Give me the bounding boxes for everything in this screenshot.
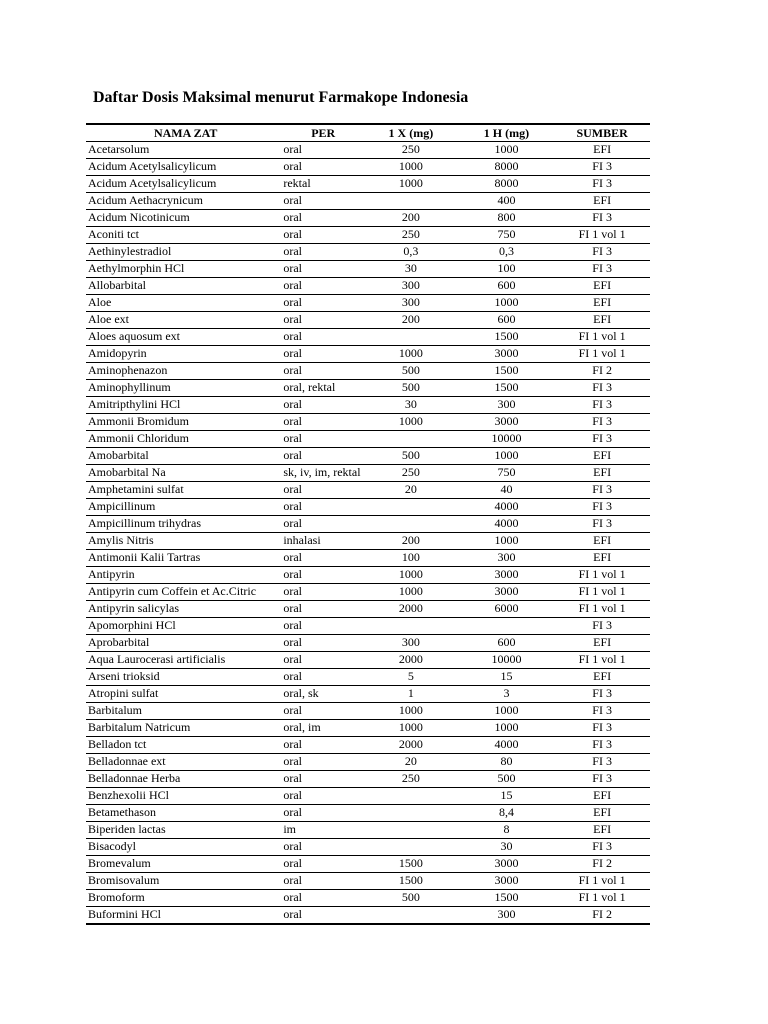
cell-sumber: EFI xyxy=(593,193,612,207)
cell-1x: 0,3 xyxy=(403,244,419,258)
cell-per: im xyxy=(283,822,297,836)
cell-sumber: FI 3 xyxy=(592,414,612,428)
cell-sumber: FI 1 vol 1 xyxy=(578,584,626,598)
table-row xyxy=(86,873,650,890)
cell-1h: 1000 xyxy=(494,720,519,734)
cell-1x: 1000 xyxy=(398,567,423,581)
cell-per: oral xyxy=(283,431,302,445)
cell-1h: 3000 xyxy=(494,584,519,598)
table-row xyxy=(86,431,650,448)
dosage-table xyxy=(86,123,650,925)
table-row xyxy=(86,584,650,601)
cell-sumber: FI 3 xyxy=(592,261,612,275)
cell-nama-zat: Antipyrin salicylas xyxy=(88,601,179,615)
cell-nama-zat: Biperiden lactas xyxy=(88,822,166,836)
cell-1h: 600 xyxy=(497,635,516,649)
cell-1h: 8000 xyxy=(494,159,519,173)
table-row xyxy=(86,618,650,635)
cell-1h: 1000 xyxy=(494,448,519,462)
cell-1x: 2000 xyxy=(398,737,423,751)
cell-1x: 1000 xyxy=(398,176,423,190)
cell-sumber: FI 1 vol 1 xyxy=(578,601,626,615)
cell-1h: 4000 xyxy=(494,499,519,513)
table-row xyxy=(86,567,650,584)
cell-sumber: FI 3 xyxy=(592,839,612,853)
cell-nama-zat: Ampicillinum trihydras xyxy=(88,516,201,530)
cell-nama-zat: Amidopyrin xyxy=(88,346,147,360)
cell-1h: 8000 xyxy=(494,176,519,190)
cell-1x xyxy=(363,839,459,856)
cell-sumber: FI 3 xyxy=(592,380,612,394)
cell-sumber: FI 1 vol 1 xyxy=(578,890,626,904)
table-row xyxy=(86,397,650,414)
cell-1x: 2000 xyxy=(398,652,423,666)
cell-sumber: FI 3 xyxy=(592,397,612,411)
cell-nama-zat: Allobarbital xyxy=(88,278,146,292)
cell-nama-zat: Ampicillinum xyxy=(88,499,156,513)
cell-1x xyxy=(363,193,459,210)
table-row xyxy=(86,669,650,686)
cell-1h: 4000 xyxy=(494,737,519,751)
cell-per: oral xyxy=(283,873,302,887)
cell-1x: 300 xyxy=(401,278,420,292)
cell-1h: 0,3 xyxy=(498,244,514,258)
table-body xyxy=(86,142,650,925)
cell-per: inhalasi xyxy=(283,533,321,547)
table-row xyxy=(86,771,650,788)
cell-1x: 1 xyxy=(407,686,414,700)
cell-1x: 500 xyxy=(401,890,420,904)
cell-sumber: EFI xyxy=(593,822,612,836)
cell-sumber: FI 3 xyxy=(592,159,612,173)
table-row xyxy=(86,601,650,618)
cell-nama-zat: Amylis Nitris xyxy=(88,533,154,547)
cell-1x: 250 xyxy=(401,771,420,785)
cell-1h: 15 xyxy=(500,788,513,802)
cell-per: oral xyxy=(283,397,302,411)
cell-1h: 1000 xyxy=(494,703,519,717)
cell-per: oral xyxy=(283,448,302,462)
table-row xyxy=(86,686,650,703)
table-row xyxy=(86,550,650,567)
cell-sumber: FI 3 xyxy=(592,703,612,717)
cell-per: oral, im xyxy=(283,720,321,734)
table-row xyxy=(86,703,650,720)
cell-sumber: FI 1 vol 1 xyxy=(578,329,626,343)
cell-nama-zat: Acidum Acetylsalicylicum xyxy=(88,159,217,173)
cell-1x: 300 xyxy=(401,295,420,309)
table-row xyxy=(86,176,650,193)
header-1h: 1 H (mg) xyxy=(483,125,530,140)
cell-1h: 1500 xyxy=(494,363,519,377)
cell-1x: 200 xyxy=(401,533,420,547)
cell-sumber: EFI xyxy=(593,312,612,326)
cell-1x xyxy=(363,431,459,448)
header-1x: 1 X (mg) xyxy=(388,125,434,140)
cell-nama-zat: Buformini HCl xyxy=(88,907,162,921)
cell-sumber: EFI xyxy=(593,295,612,309)
cell-sumber: FI 3 xyxy=(592,244,612,258)
cell-per: oral xyxy=(283,601,302,615)
cell-sumber: FI 3 xyxy=(592,737,612,751)
cell-nama-zat: Belladon tct xyxy=(88,737,147,751)
table-row xyxy=(86,839,650,856)
cell-1h: 3000 xyxy=(494,346,519,360)
cell-nama-zat: Antipyrin cum Coffein et Ac.Citric xyxy=(88,584,257,598)
cell-sumber: FI 3 xyxy=(592,431,612,445)
cell-nama-zat: Benzhexolii HCl xyxy=(88,788,169,802)
cell-1h: 600 xyxy=(497,312,516,326)
table-row xyxy=(86,907,650,925)
table-row xyxy=(86,499,650,516)
cell-nama-zat: Belladonnae Herba xyxy=(88,771,181,785)
cell-sumber: EFI xyxy=(593,805,612,819)
cell-1h: 750 xyxy=(497,227,516,241)
cell-1h: 15 xyxy=(500,669,513,683)
cell-nama-zat: Acidum Acetylsalicylicum xyxy=(88,176,217,190)
cell-1h: 3000 xyxy=(494,567,519,581)
cell-1x xyxy=(363,499,459,516)
cell-per: oral xyxy=(283,635,302,649)
table-row xyxy=(86,822,650,839)
cell-per: oral xyxy=(283,499,302,513)
cell-per: oral xyxy=(283,737,302,751)
cell-1h: 10000 xyxy=(491,431,522,445)
cell-nama-zat: Bisacodyl xyxy=(88,839,136,853)
cell-nama-zat: Aethylmorphin HCl xyxy=(88,261,185,275)
cell-1h: 500 xyxy=(497,771,516,785)
table-row xyxy=(86,346,650,363)
cell-nama-zat: Ammonii Bromidum xyxy=(88,414,190,428)
cell-1x xyxy=(363,788,459,805)
table-row xyxy=(86,737,650,754)
cell-per: oral xyxy=(283,584,302,598)
cell-1x: 200 xyxy=(401,210,420,224)
cell-sumber: FI 3 xyxy=(592,516,612,530)
cell-1x: 200 xyxy=(401,312,420,326)
cell-1h: 8,4 xyxy=(498,805,514,819)
cell-1x: 1000 xyxy=(398,414,423,428)
cell-per: oral xyxy=(283,567,302,581)
table-row xyxy=(86,890,650,907)
cell-1h: 40 xyxy=(500,482,513,496)
cell-1x: 1500 xyxy=(398,856,423,870)
cell-1h: 1000 xyxy=(494,142,519,156)
cell-sumber: FI 3 xyxy=(592,210,612,224)
cell-per: oral xyxy=(283,703,302,717)
cell-1x: 100 xyxy=(401,550,420,564)
header-nama-zat: NAMA ZAT xyxy=(153,125,218,140)
cell-per: oral xyxy=(283,788,302,802)
table-row xyxy=(86,482,650,499)
cell-sumber: FI 3 xyxy=(592,754,612,768)
cell-1h: 300 xyxy=(497,550,516,564)
cell-per: oral xyxy=(283,227,302,241)
cell-nama-zat: Amobarbital Na xyxy=(88,465,166,479)
cell-1x: 1000 xyxy=(398,346,423,360)
cell-1x: 500 xyxy=(401,380,420,394)
cell-1x: 30 xyxy=(404,261,417,275)
cell-sumber: FI 1 vol 1 xyxy=(578,567,626,581)
table-row xyxy=(86,380,650,397)
cell-per: sk, iv, im, rektal xyxy=(283,465,361,479)
cell-sumber: FI 3 xyxy=(592,482,612,496)
cell-per: oral xyxy=(283,907,302,921)
cell-per: oral xyxy=(283,244,302,258)
cell-1h: 4000 xyxy=(494,516,519,530)
cell-1h: 1500 xyxy=(494,329,519,343)
cell-nama-zat: Acetarsolum xyxy=(88,142,150,156)
cell-1x: 250 xyxy=(401,142,420,156)
cell-nama-zat: Aloes aquosum ext xyxy=(88,329,180,343)
cell-per: oral xyxy=(283,159,302,173)
cell-sumber: EFI xyxy=(593,788,612,802)
cell-per: oral xyxy=(283,312,302,326)
cell-per: oral xyxy=(283,329,302,343)
table-row xyxy=(86,788,650,805)
cell-sumber: FI 3 xyxy=(592,176,612,190)
cell-1h: 3000 xyxy=(494,414,519,428)
cell-per: oral xyxy=(283,618,302,632)
cell-1x: 250 xyxy=(401,227,420,241)
table-row xyxy=(86,244,650,261)
cell-per: oral xyxy=(283,346,302,360)
cell-nama-zat: Bromevalum xyxy=(88,856,151,870)
cell-1h: 30 xyxy=(500,839,513,853)
table-row xyxy=(86,448,650,465)
cell-per: oral xyxy=(283,482,302,496)
table-header-row xyxy=(86,124,650,142)
cell-sumber: FI 3 xyxy=(592,720,612,734)
cell-per: oral, rektal xyxy=(283,380,336,394)
cell-1x: 5 xyxy=(407,669,414,683)
cell-1h: 10000 xyxy=(491,652,522,666)
cell-1h: 6000 xyxy=(494,601,519,615)
cell-sumber: EFI xyxy=(593,669,612,683)
cell-nama-zat: Barbitalum xyxy=(88,703,142,717)
cell-1h: 3 xyxy=(503,686,510,700)
cell-sumber: FI 1 vol 1 xyxy=(578,652,626,666)
cell-per: oral xyxy=(283,805,302,819)
table-row xyxy=(86,295,650,312)
cell-1h: 3000 xyxy=(494,856,519,870)
cell-per: oral xyxy=(283,890,302,904)
table-row xyxy=(86,414,650,431)
cell-1x: 1000 xyxy=(398,584,423,598)
cell-sumber: FI 3 xyxy=(592,686,612,700)
cell-sumber: EFI xyxy=(593,533,612,547)
cell-nama-zat: Amphetamini sulfat xyxy=(88,482,184,496)
table-row xyxy=(86,754,650,771)
cell-1x xyxy=(363,516,459,533)
page-title: Daftar Dosis Maksimal menurut Farmakope Indonesia xyxy=(93,89,469,106)
table-row xyxy=(86,142,650,159)
table-row xyxy=(86,159,650,176)
cell-sumber: FI 3 xyxy=(592,499,612,513)
cell-per: rektal xyxy=(283,176,311,190)
cell-nama-zat: Amitripthylini HCl xyxy=(88,397,181,411)
cell-nama-zat: Aethinylestradiol xyxy=(88,244,172,258)
cell-1h: 300 xyxy=(497,907,516,921)
cell-sumber: FI 1 vol 1 xyxy=(578,873,626,887)
cell-1h: 100 xyxy=(497,261,516,275)
cell-1x xyxy=(363,618,459,635)
cell-sumber: EFI xyxy=(593,635,612,649)
cell-per: oral xyxy=(283,754,302,768)
cell-1x: 1000 xyxy=(398,720,423,734)
cell-1h: 1000 xyxy=(494,533,519,547)
cell-1x: 1000 xyxy=(398,703,423,717)
table-row xyxy=(86,227,650,244)
cell-1x: 20 xyxy=(404,754,417,768)
cell-1h: 1000 xyxy=(494,295,519,309)
table-row xyxy=(86,533,650,550)
cell-per: oral xyxy=(283,516,302,530)
cell-1h: 300 xyxy=(497,397,516,411)
cell-1h: 750 xyxy=(497,465,516,479)
cell-per: oral xyxy=(283,261,302,275)
cell-per: oral xyxy=(283,652,302,666)
table-row xyxy=(86,278,650,295)
cell-nama-zat: Aloe ext xyxy=(88,312,129,326)
cell-sumber: EFI xyxy=(593,465,612,479)
header-sumber: SUMBER xyxy=(576,125,628,140)
cell-1h: 400 xyxy=(497,193,516,207)
table-row xyxy=(86,652,650,669)
cell-sumber: FI 2 xyxy=(592,856,612,870)
table-row xyxy=(86,516,650,533)
cell-nama-zat: Aprobarbital xyxy=(88,635,150,649)
cell-nama-zat: Antimonii Kalii Tartras xyxy=(88,550,201,564)
cell-nama-zat: Aminophyllinum xyxy=(88,380,171,394)
cell-sumber: FI 1 vol 1 xyxy=(578,346,626,360)
cell-nama-zat: Aconiti tct xyxy=(88,227,139,241)
cell-per: oral, sk xyxy=(283,686,319,700)
cell-per: oral xyxy=(283,414,302,428)
cell-1x: 250 xyxy=(401,465,420,479)
cell-sumber: EFI xyxy=(593,142,612,156)
cell-1x: 30 xyxy=(404,397,417,411)
cell-nama-zat: Aqua Laurocerasi artificialis xyxy=(88,652,226,666)
cell-1x: 1500 xyxy=(398,873,423,887)
cell-sumber: EFI xyxy=(593,550,612,564)
cell-1h: 80 xyxy=(500,754,513,768)
cell-1x xyxy=(363,907,459,925)
cell-sumber: FI 1 vol 1 xyxy=(578,227,626,241)
cell-sumber: EFI xyxy=(593,278,612,292)
cell-per: oral xyxy=(283,550,302,564)
cell-nama-zat: Aloe xyxy=(88,295,112,309)
table-row xyxy=(86,193,650,210)
cell-nama-zat: Acidum Aethacrynicum xyxy=(88,193,203,207)
cell-per: oral xyxy=(283,856,302,870)
cell-nama-zat: Antipyrin xyxy=(88,567,135,581)
cell-per: oral xyxy=(283,193,302,207)
cell-1x xyxy=(363,805,459,822)
cell-per: oral xyxy=(283,210,302,224)
cell-nama-zat: Betamethason xyxy=(88,805,156,819)
cell-per: oral xyxy=(283,142,302,156)
cell-1h: 800 xyxy=(497,210,516,224)
cell-nama-zat: Bromisovalum xyxy=(88,873,160,887)
cell-1h: 1500 xyxy=(494,380,519,394)
cell-1h xyxy=(459,618,555,635)
cell-per: oral xyxy=(283,295,302,309)
cell-1x xyxy=(363,329,459,346)
cell-nama-zat: Apomorphini HCl xyxy=(88,618,176,632)
table-row xyxy=(86,635,650,652)
cell-sumber: FI 3 xyxy=(592,771,612,785)
header-per: PER xyxy=(311,125,336,140)
table-row xyxy=(86,261,650,278)
cell-nama-zat: Barbitalum Natricum xyxy=(88,720,191,734)
cell-nama-zat: Amobarbital xyxy=(88,448,149,462)
cell-per: oral xyxy=(283,669,302,683)
cell-1x: 500 xyxy=(401,448,420,462)
cell-nama-zat: Belladonnae ext xyxy=(88,754,166,768)
cell-1x: 500 xyxy=(401,363,420,377)
table-row xyxy=(86,805,650,822)
cell-1h: 3000 xyxy=(494,873,519,887)
cell-1x: 300 xyxy=(401,635,420,649)
cell-1h: 600 xyxy=(497,278,516,292)
table-row xyxy=(86,856,650,873)
cell-1h: 8 xyxy=(503,822,510,836)
cell-sumber: FI 2 xyxy=(592,907,612,921)
cell-nama-zat: Ammonii Chloridum xyxy=(88,431,190,445)
cell-1x: 1000 xyxy=(398,159,423,173)
table-row xyxy=(86,329,650,346)
cell-1h: 1500 xyxy=(494,890,519,904)
cell-nama-zat: Bromoform xyxy=(88,890,145,904)
table-row xyxy=(86,363,650,380)
cell-per: oral xyxy=(283,839,302,853)
table-row xyxy=(86,210,650,227)
cell-sumber: FI 2 xyxy=(592,363,612,377)
cell-nama-zat: Atropini sulfat xyxy=(88,686,159,700)
cell-sumber: EFI xyxy=(593,448,612,462)
cell-1x xyxy=(363,822,459,839)
cell-nama-zat: Arseni trioksid xyxy=(88,669,160,683)
cell-nama-zat: Aminophenazon xyxy=(88,363,168,377)
table-row xyxy=(86,465,650,482)
cell-nama-zat: Acidum Nicotinicum xyxy=(88,210,190,224)
cell-sumber: FI 3 xyxy=(592,618,612,632)
cell-per: oral xyxy=(283,363,302,377)
cell-per: oral xyxy=(283,278,302,292)
table-row xyxy=(86,720,650,737)
table-row xyxy=(86,312,650,329)
cell-1x: 20 xyxy=(404,482,417,496)
cell-1x: 2000 xyxy=(398,601,423,615)
cell-per: oral xyxy=(283,771,302,785)
